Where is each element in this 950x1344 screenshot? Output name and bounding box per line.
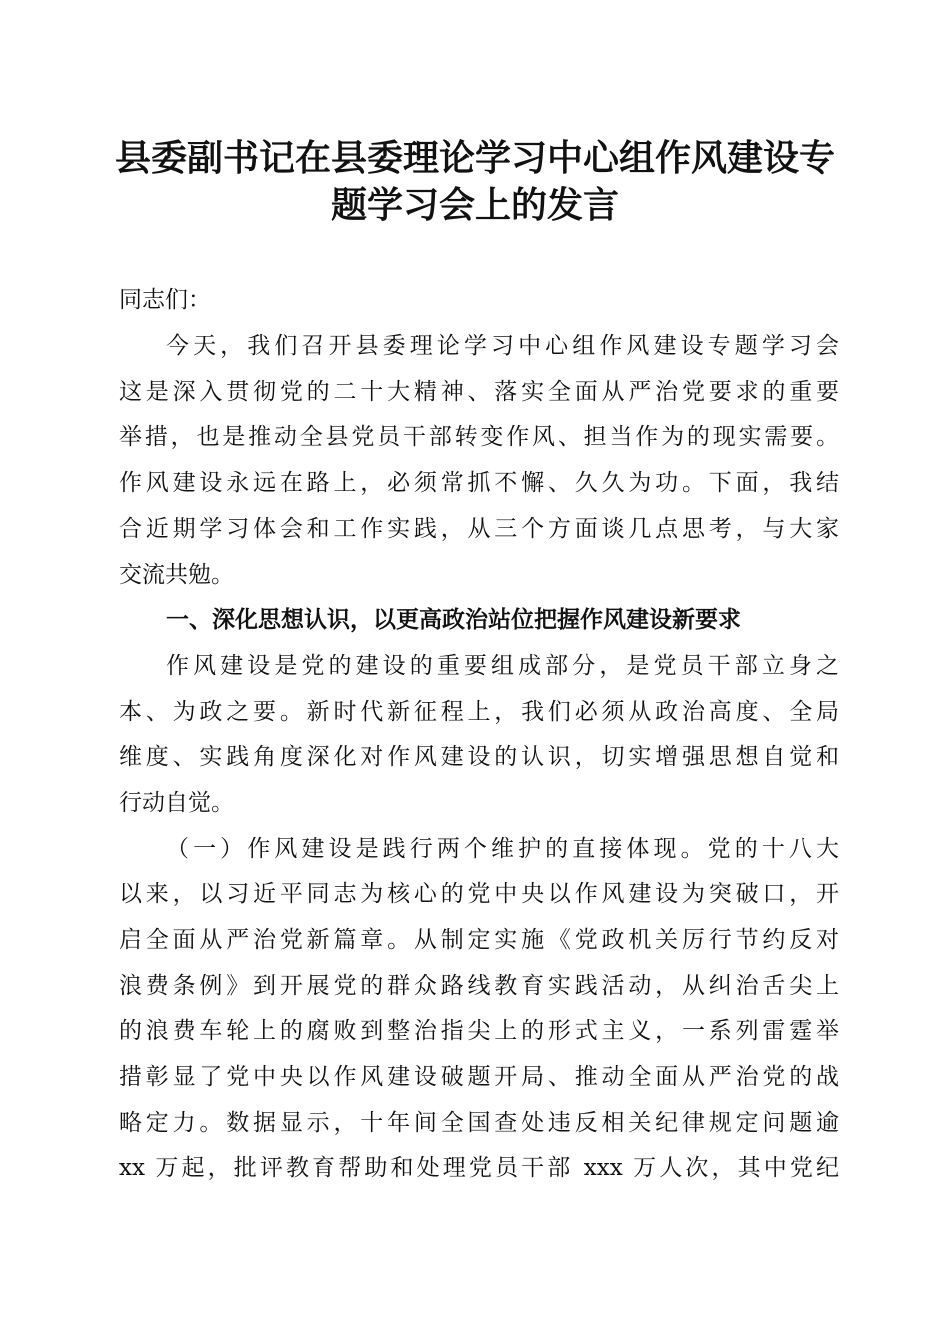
subsection-line: xx 万起，批评教育帮助和处理党员干部 xxx 万人次，其中党纪: [119, 1155, 839, 1181]
subsection-line: 措彰显了党中央以作风建设破题开局、推动全面从严治党的战: [119, 1064, 839, 1090]
subsection-line: 启全面从严治党新篇章。从制定实施《党政机关厉行节约反对: [119, 927, 839, 953]
section-paragraph-line: 本、为政之要。新时代新征程上，我们必须从政治高度、全局: [119, 699, 839, 725]
section-paragraph-line: 行动自觉。: [119, 790, 234, 816]
intro-line: 作风建设永远在路上，必须常抓不懈、久久为功。下面，我结: [119, 470, 839, 496]
intro-line: 交流共勉。: [119, 562, 234, 588]
subsection-line: 略定力。数据显示，十年间全国查处违反相关纪律规定问题逾: [119, 1110, 839, 1136]
intro-line: 今天，我们召开县委理论学习中心组作风建设专题学习会: [166, 333, 839, 359]
section-paragraph-line: 维度、实践角度深化对作风建设的认识，切实增强思想自觉和: [119, 744, 839, 770]
subsection-line: 的浪费车轮上的腐败到整治指尖上的形式主义，一系列雷霆举: [119, 1018, 839, 1044]
intro-line: 合近期学习体会和工作实践，从三个方面谈几点思考，与大家: [119, 516, 839, 542]
section-heading: 一、深化思想认识，以更高政治站位把握作风建设新要求: [166, 607, 741, 633]
intro-line: 举措，也是推动全县党员干部转变作风、担当作为的现实需要。: [119, 424, 839, 450]
document-title-line-1: 县委副书记在县委理论学习中心组作风建设专: [114, 137, 835, 179]
salutation: 同志们：: [119, 287, 211, 313]
document-title-line-2: 题学习会上的发言: [330, 184, 619, 226]
section-paragraph-line: 作风建设是党的建设的重要组成部分，是党员干部立身之: [166, 653, 839, 679]
subsection-line: 以来，以习近平同志为核心的党中央以作风建设为突破口，开: [119, 881, 839, 907]
subsection-line: （一）作风建设是践行两个维护的直接体现。党的十八大: [166, 836, 839, 862]
intro-line: 这是深入贯彻党的二十大精神、落实全面从严治党要求的重要: [119, 379, 839, 405]
subsection-line: 浪费条例》到开展党的群众路线教育实践活动，从纠治舌尖上: [119, 973, 839, 999]
